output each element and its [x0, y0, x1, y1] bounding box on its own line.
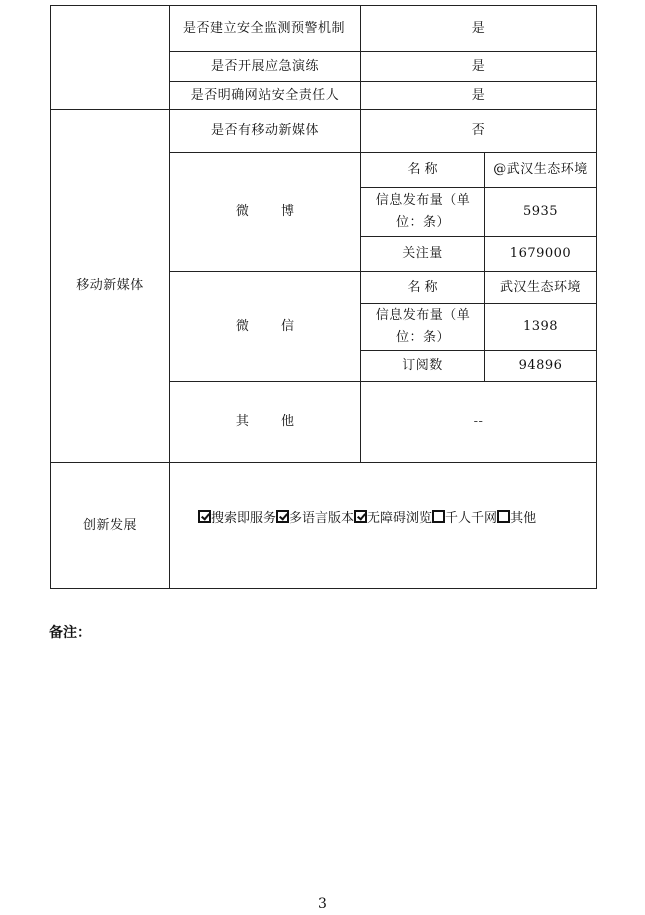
weibo-follow-value: 1679000 [509, 246, 572, 261]
innovation-option-accessibility: 无障碍浏览 [367, 510, 433, 526]
security-officer-value: 是 [471, 87, 486, 103]
mobile-media-section-label: 移动新媒体 [76, 278, 144, 293]
weibo-follow-label: 关注量 [402, 246, 443, 261]
weibo-name-label: 名称 [407, 162, 442, 177]
wechat-name-label: 名称 [407, 279, 442, 295]
emergency-drill-value: 是 [471, 58, 486, 74]
wechat-posts-label: 信息发布量（单位：条） [375, 308, 471, 345]
innovation-option-personalized: 千人千网 [445, 510, 498, 526]
wechat-subscriptions-value: 94896 [518, 358, 563, 373]
weibo-label: 微 博 [235, 204, 309, 219]
other-media-label: 其 他 [235, 414, 309, 429]
monitoring-warning-value: 是 [471, 20, 486, 36]
innovation-option-multilingual: 多语言版本 [289, 510, 355, 526]
innovation-option-other: 其他 [510, 510, 537, 526]
wechat-label: 微 信 [235, 318, 309, 334]
checkbox-checked-icon[interactable] [354, 510, 367, 523]
other-media-value: -- [473, 414, 484, 429]
remarks-label: 备注： [49, 625, 91, 641]
wechat-name-value: 武汉生态环境 [499, 279, 581, 295]
weibo-posts-value: 5935 [522, 204, 559, 219]
innovation-option-search-service: 搜索即服务 [211, 510, 277, 526]
monitoring-warning-label: 是否建立安全监测预警机制 [183, 20, 346, 36]
checkbox-checked-icon[interactable] [276, 510, 289, 523]
has-mobile-media-label: 是否有移动新媒体 [210, 123, 319, 138]
wechat-subscriptions-label: 订阅数 [402, 358, 443, 373]
has-mobile-media-value: 否 [471, 123, 486, 138]
checkbox-checked-icon[interactable] [198, 510, 211, 523]
checkbox-unchecked-icon[interactable] [497, 510, 510, 523]
innovation-options [198, 505, 598, 527]
security-officer-label: 是否明确网站安全责任人 [190, 87, 340, 103]
weibo-name-value: @武汉生态环境 [493, 162, 588, 177]
innovation-section-label: 创新发展 [82, 517, 137, 533]
weibo-posts-label: 信息发布量（单位：条） [375, 193, 471, 230]
emergency-drill-label: 是否开展应急演练 [210, 58, 319, 74]
wechat-posts-value: 1398 [522, 319, 559, 334]
checkbox-unchecked-icon[interactable] [432, 510, 445, 523]
page-number: 3 [318, 896, 327, 912]
